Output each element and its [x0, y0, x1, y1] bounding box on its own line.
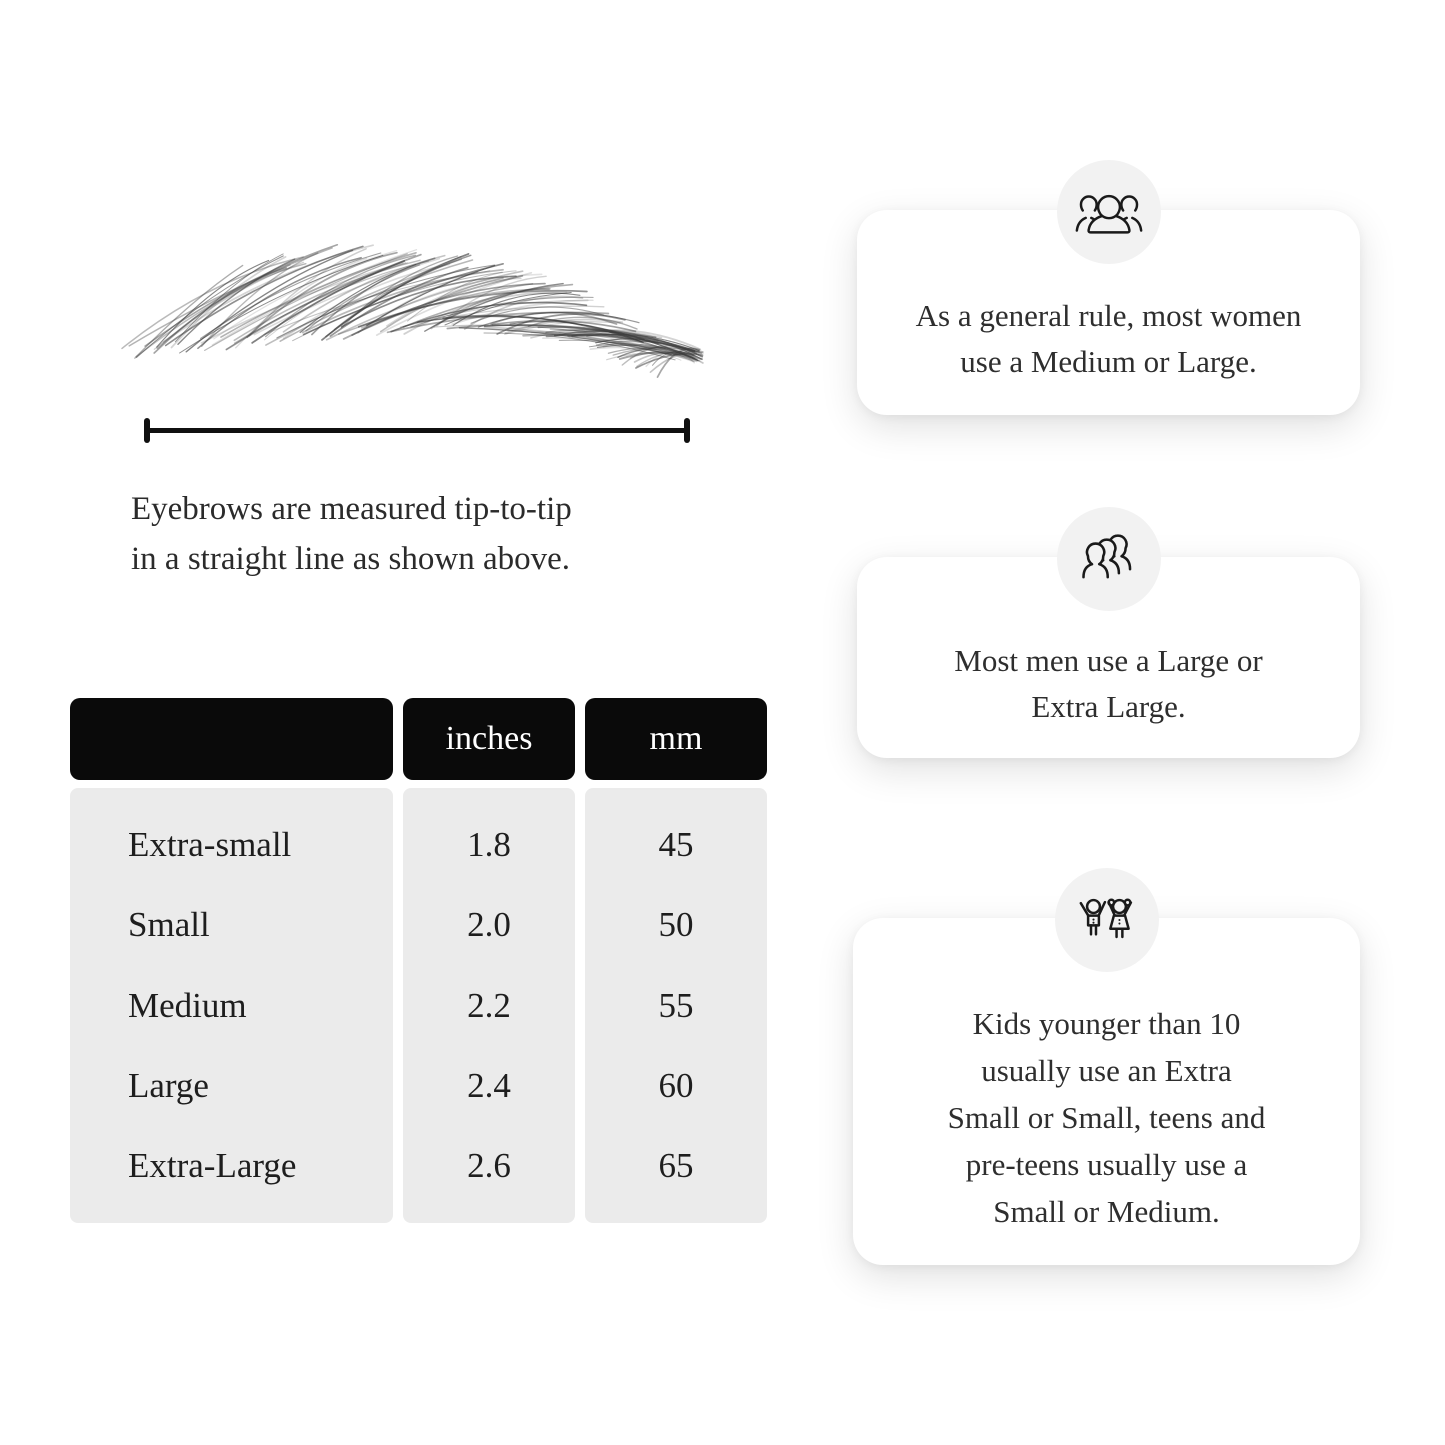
- measurement-line-right-cap: [684, 418, 690, 443]
- inches-value: 2.2: [467, 985, 511, 1025]
- mm-value: 50: [658, 905, 694, 945]
- card-text-line: Most men use a Large or: [954, 642, 1263, 678]
- inches-value: 2.0: [467, 905, 511, 945]
- women-icon-circle: [1057, 160, 1161, 264]
- card-text-line: usually use an Extra: [981, 1053, 1232, 1088]
- card-text-line: Extra Large.: [1031, 688, 1186, 724]
- mm-value: 45: [658, 825, 694, 865]
- mm-value: 55: [658, 985, 694, 1025]
- size-label: Extra-Large: [128, 1145, 297, 1185]
- size-table-body: [70, 788, 767, 1223]
- kids-icon: [1073, 893, 1141, 947]
- kids-icon-circle: [1055, 868, 1159, 972]
- size-table-header: [70, 698, 767, 780]
- card-text-line: As a general rule, most women: [915, 297, 1302, 333]
- size-label: Extra-small: [128, 825, 292, 865]
- info-card-men: [857, 557, 1360, 758]
- header-cell-size: [70, 698, 393, 780]
- size-label: Medium: [128, 985, 247, 1025]
- men-group-icon: [1075, 532, 1143, 586]
- inches-column: [403, 788, 575, 1223]
- measurement-line: [146, 428, 688, 433]
- inches-value: 2.4: [467, 1065, 511, 1105]
- measurement-caption: [131, 484, 572, 584]
- card-text-line: pre-teens usually use a: [965, 1147, 1248, 1182]
- mm-column: [585, 788, 767, 1223]
- caption-line: in a straight line as shown above.: [131, 541, 570, 577]
- inches-value: 2.6: [467, 1145, 511, 1185]
- women-group-icon: [1075, 185, 1143, 239]
- size-label: Small: [128, 905, 210, 945]
- header-cell-mm: mm: [585, 698, 767, 780]
- info-card-kids: [853, 918, 1360, 1265]
- info-card-women: [857, 210, 1360, 415]
- header-cell-inches: inches: [403, 698, 575, 780]
- eyebrow-illustration: [118, 234, 704, 398]
- measurement-line-left-cap: [144, 418, 150, 443]
- mm-value: 65: [658, 1145, 694, 1185]
- men-icon-circle: [1057, 507, 1161, 611]
- card-text-line: Kids younger than 10: [972, 1006, 1241, 1041]
- mm-value: 60: [658, 1065, 694, 1105]
- caption-line: Eyebrows are measured tip-to-tip: [131, 491, 572, 527]
- size-column: [70, 788, 393, 1223]
- inches-value: 1.8: [467, 825, 511, 865]
- size-label: Large: [128, 1065, 209, 1105]
- card-text-line: use a Medium or Large.: [960, 343, 1257, 379]
- card-text-line: Small or Medium.: [993, 1194, 1220, 1229]
- card-text-line: Small or Small, teens and: [947, 1100, 1266, 1135]
- size-table: [70, 698, 767, 1223]
